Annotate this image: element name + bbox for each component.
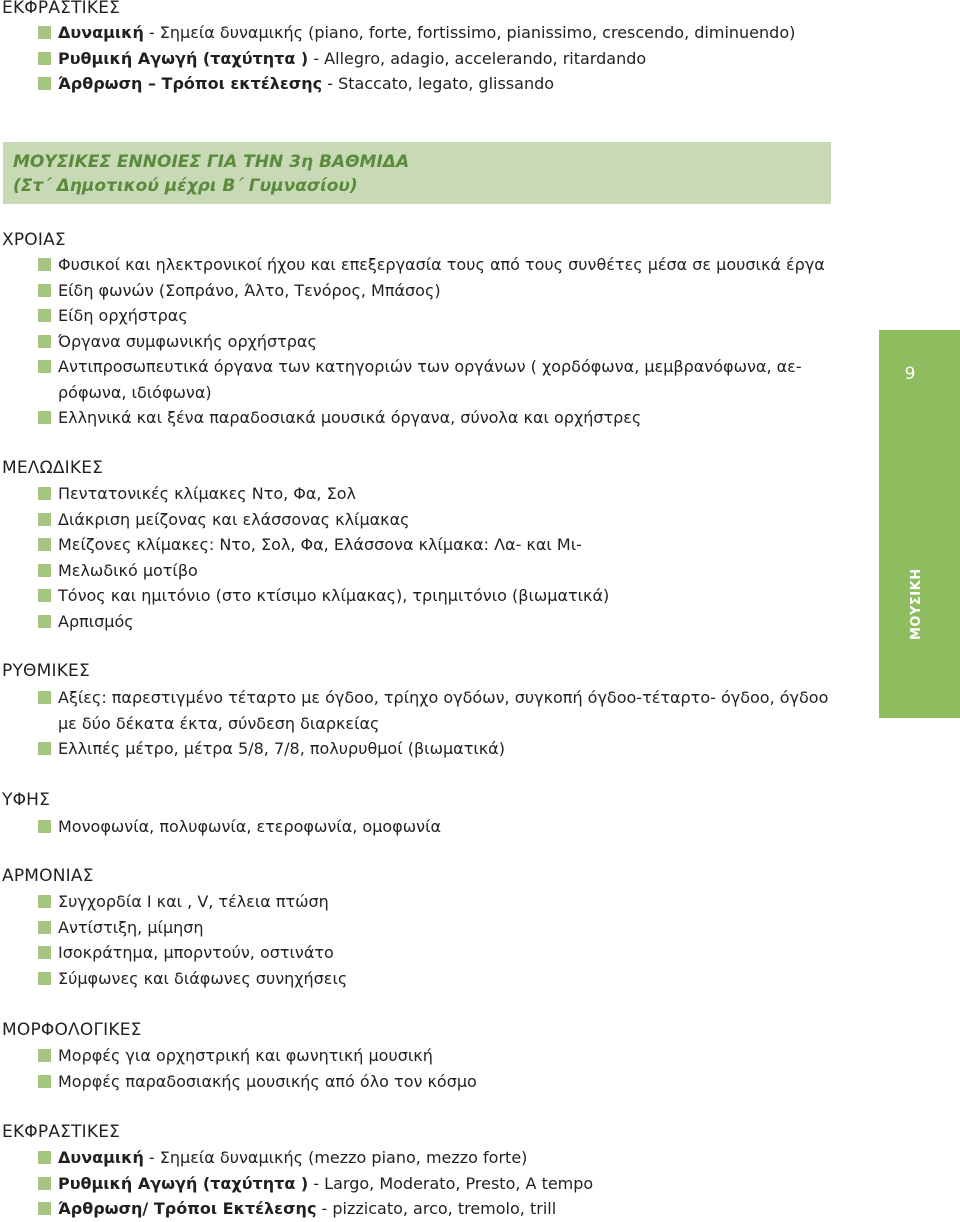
list-item: Μορφές για ορχηστρική και φωνητική μουσική	[38, 1043, 838, 1069]
list-item: Αρπισμός	[38, 609, 838, 635]
yfis-list	[38, 814, 838, 840]
section-heading-yfis: ΥΦΗΣ	[2, 790, 51, 810]
square-bullet-icon	[38, 77, 51, 90]
square-bullet-icon	[38, 1075, 51, 1088]
square-bullet-icon	[38, 820, 51, 833]
list-item: Αξίες: παρεστιγμένο τέταρτο με όγδοο, τρίηχο ογδόων, συγκοπή όγδοο-τέταρτο- όγδοο, όγδοο με δύο δέκατα έκτα, σύνδεση διαρκείας	[38, 685, 838, 736]
square-bullet-icon	[38, 564, 51, 577]
square-bullet-icon	[38, 513, 51, 526]
square-bullet-icon	[38, 742, 51, 755]
list-item: Σύμφωνες και διάφωνες συνηχήσεις	[38, 966, 838, 992]
square-bullet-icon	[38, 309, 51, 322]
rythmikes-list	[38, 685, 838, 762]
list-item: Ισοκράτημα, μπορντούν, οστινάτο	[38, 940, 838, 966]
square-bullet-icon	[38, 487, 51, 500]
page-number: 9	[904, 364, 916, 384]
section-heading-top-ekfrastikes: ΕΚΦΡΑΣΤΙΚΕΣ	[2, 0, 121, 18]
square-bullet-icon	[38, 921, 51, 934]
section-heading-rythmikes: ΡΥΘΜΙΚΕΣ	[2, 661, 90, 681]
list-item: Δυναμική - Σημεία δυναμικής (piano, forte, fortissimo, pianissimo, crescendo, diminuendo)	[38, 20, 838, 46]
square-bullet-icon	[38, 360, 51, 373]
square-bullet-icon	[38, 615, 51, 628]
list-item: Αντιπροσωπευτικά όργανα των κατηγοριών των οργάνων ( χορδόφωνα, μεμβρανόφωνα, αε-ρόφωνα, ιδιόφωνα)	[38, 354, 838, 405]
square-bullet-icon	[38, 284, 51, 297]
section-heading-bottom-ekfrastikes: ΕΚΦΡΑΣΤΙΚΕΣ	[2, 1122, 121, 1142]
list-item: Είδη φωνών (Σοπράνο, Άλτο, Τενόρος, Μπάσος)	[38, 278, 838, 304]
square-bullet-icon	[38, 1151, 51, 1164]
square-bullet-icon	[38, 1177, 51, 1190]
list-item: Είδη ορχήστρας	[38, 303, 838, 329]
section-heading-morfologikes: ΜΟΡΦΟΛΟΓΙΚΕΣ	[2, 1020, 142, 1040]
section-heading-xroias: ΧΡΟΙΑΣ	[2, 230, 66, 250]
square-bullet-icon	[38, 258, 51, 271]
banner-title: ΜΟΥΣΙΚΕΣ ΕΝΝΟΙΕΣ ΓΙΑ ΤΗΝ 3η ΒΑΘΜΙΔΑ	[13, 152, 410, 172]
square-bullet-icon	[38, 946, 51, 959]
list-item: Ελλιπές μέτρο, μέτρα 5/8, 7/8, πολυρυθμοί (βιωματικά)	[38, 736, 838, 762]
grade-level-banner	[3, 142, 831, 204]
list-item: Πεντατονικές κλίμακες Ντο, Φα, Σολ	[38, 481, 838, 507]
list-item: Τόνος και ημιτόνιο (στο κτίσιμο κλίμακας), τριημιτόνιο (βιωματικά)	[38, 583, 838, 609]
list-item: Ελληνικά και ξένα παραδοσιακά μουσικά όργανα, σύνολα και ορχήστρες	[38, 405, 838, 431]
list-item: Μελωδικό μοτίβο	[38, 558, 838, 584]
xroias-list	[38, 252, 838, 431]
side-tab	[879, 330, 960, 718]
section-heading-armonias: ΑΡΜΟΝΙΑΣ	[2, 866, 94, 886]
morfologikes-list	[38, 1043, 838, 1094]
list-item: Ρυθμική Αγωγή (ταχύτητα ) - Largo, Moderato, Presto, A tempo	[38, 1171, 838, 1197]
list-item: Φυσικοί και ηλεκτρονικοί ήχου και επεξεργασία τους από τους συνθέτες μέσα σε μουσικά έργα	[38, 252, 838, 278]
list-item: Αντίστιξη, μίμηση	[38, 915, 838, 941]
bottom-ekfrastikes-list	[38, 1145, 838, 1222]
subject-label: ΜΟΥΣΙΚΗ	[909, 568, 924, 640]
square-bullet-icon	[38, 335, 51, 348]
square-bullet-icon	[38, 26, 51, 39]
square-bullet-icon	[38, 589, 51, 602]
square-bullet-icon	[38, 895, 51, 908]
list-item: Άρθρωση/ Τρόποι Εκτέλεσης - pizzicato, arco, tremolo, trill	[38, 1196, 838, 1222]
list-item: Μορφές παραδοσιακής μουσικής από όλο τον κόσμο	[38, 1069, 838, 1095]
top-ekfrastikes-list	[38, 20, 838, 97]
square-bullet-icon	[38, 411, 51, 424]
list-item: Συγχορδία I και , V, τέλεια πτώση	[38, 889, 838, 915]
square-bullet-icon	[38, 1202, 51, 1215]
list-item: Άρθρωση – Τρόποι εκτέλεσης - Staccato, legato, glissando	[38, 71, 838, 97]
list-item: Διάκριση μείζονας και ελάσσονας κλίμακας	[38, 507, 838, 533]
list-item: Δυναμική - Σημεία δυναμικής (mezzo piano, mezzo forte)	[38, 1145, 838, 1171]
square-bullet-icon	[38, 1049, 51, 1062]
list-item: Ρυθμική Αγωγή (ταχύτητα ) - Allegro, adagio, accelerando, ritardando	[38, 46, 838, 72]
list-item: Μείζονες κλίμακες: Ντο, Σολ, Φα, Ελάσσονα κλίμακα: Λα- και Μι-	[38, 532, 838, 558]
banner-subtitle: (Στ΄ Δημοτικού μέχρι Β΄ Γυμνασίου)	[13, 176, 358, 196]
square-bullet-icon	[38, 972, 51, 985]
square-bullet-icon	[38, 691, 51, 704]
list-item: Όργανα συμφωνικής ορχήστρας	[38, 329, 838, 355]
section-heading-melodikes: ΜΕΛΩΔΙΚΕΣ	[2, 458, 104, 478]
square-bullet-icon	[38, 538, 51, 551]
list-item: Μονοφωνία, πολυφωνία, ετεροφωνία, ομοφωνία	[38, 814, 838, 840]
armonias-list	[38, 889, 838, 991]
melodikes-list	[38, 481, 838, 634]
square-bullet-icon	[38, 52, 51, 65]
